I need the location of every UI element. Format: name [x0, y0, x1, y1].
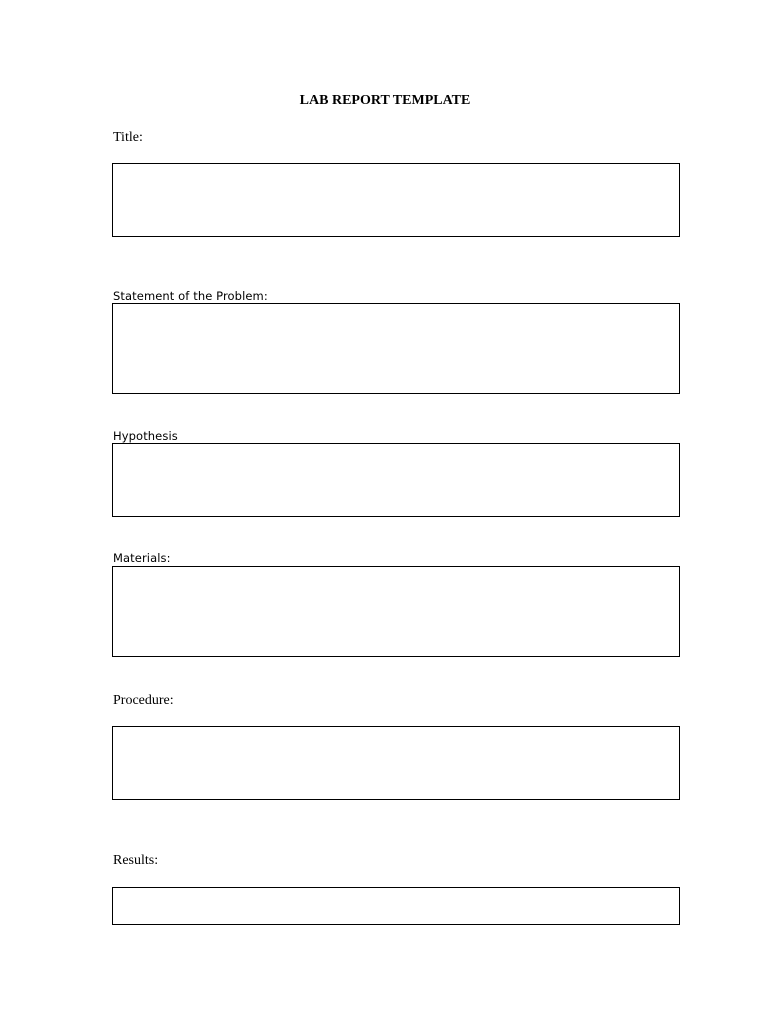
procedure-field[interactable]	[112, 726, 680, 800]
hypothesis-label: Hypothesis	[113, 429, 178, 443]
hypothesis-field[interactable]	[112, 443, 680, 517]
results-label: Results:	[113, 853, 159, 868]
page-title: LAB REPORT TEMPLATE	[299, 93, 471, 108]
materials-label: Materials:	[113, 551, 171, 565]
problem-statement-label: Statement of the Problem:	[113, 289, 268, 303]
procedure-label: Procedure:	[113, 693, 174, 708]
title-label: Title:	[113, 130, 143, 145]
materials-field[interactable]	[112, 566, 680, 657]
problem-statement-field[interactable]	[112, 303, 680, 394]
results-field[interactable]	[112, 887, 680, 925]
title-field[interactable]	[112, 163, 680, 237]
